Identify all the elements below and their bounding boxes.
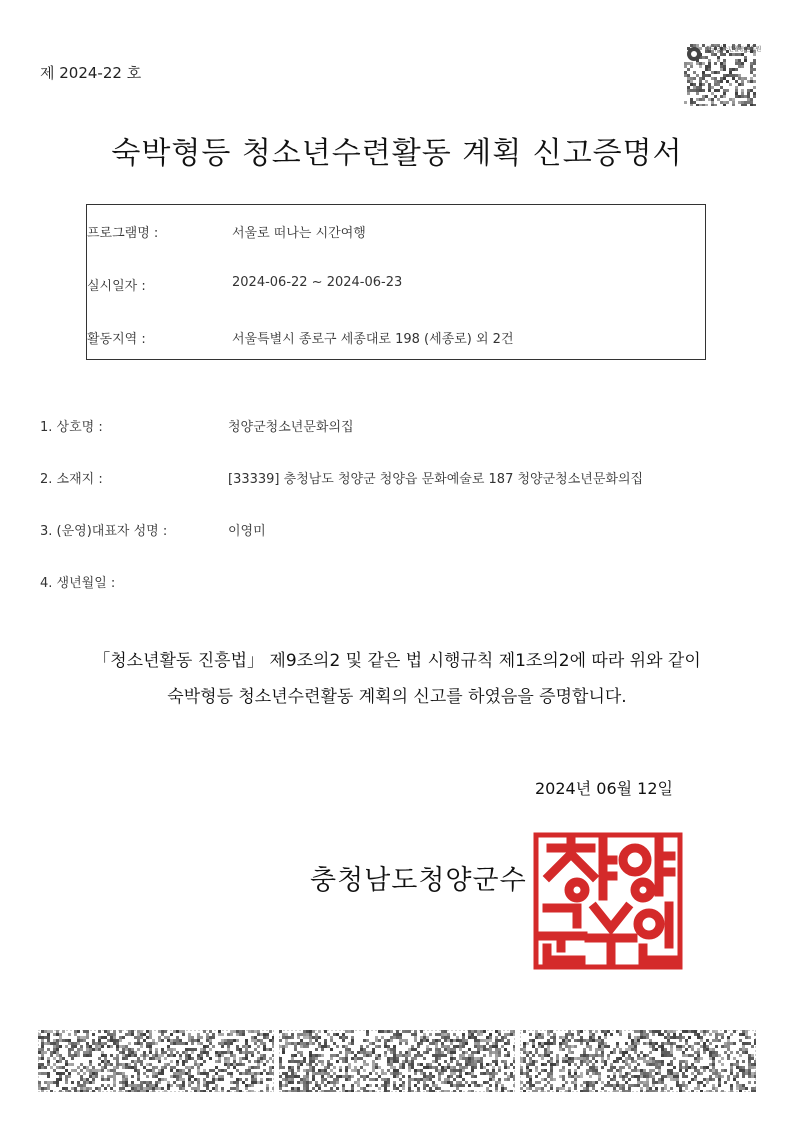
verification-strip-1 [38,1030,274,1092]
program-period-value: 2024-06-22 ~ 2024-06-23 [232,275,403,290]
issue-date: 2024년 06월 12일 [535,779,673,798]
qr-label: 한국청소년활동진흥원 [706,46,761,53]
applicant-birth-label: 4. 생년월일 : [40,576,116,591]
verification-strip-3 [520,1030,756,1092]
applicant-rep-label: 3. (운영)대표자 성명 : [40,524,168,539]
statement-line-1: 「청소년활동 진흥법」 제9조의2 및 같은 법 시행규칙 제1조의2에 따라 위와 같이 [93,651,701,671]
program-name-value: 서울로 떠나는 시간여행 [232,226,366,241]
page-title: 숙박형등 청소년수련활동 계획 신고증명서 [111,136,683,171]
applicant-name-label: 1. 상호명 : [40,420,103,435]
document-number: 제 2024-22 호 [40,64,142,82]
official-seal-icon [533,832,683,970]
applicant-address-value: [33339] 충청남도 청양군 청양읍 문화예술로 187 청양군청소년문화의집 [228,472,644,487]
program-name-label: 프로그램명 : [87,226,159,241]
applicant-name-value: 청양군청소년문화의집 [228,420,354,435]
program-region-label: 활동지역 : [87,332,146,347]
program-region-value: 서울특별시 종로구 세종대로 198 (세종로) 외 2건 [232,332,514,347]
applicant-address-label: 2. 소재지 : [40,472,103,487]
program-period-label: 실시일자 : [87,279,146,294]
qr-code-icon [684,44,756,106]
program-info-box [86,204,706,360]
statement-line-2: 숙박형등 청소년수련활동 계획의 신고를 하였음을 증명합니다. [167,687,627,707]
issuer-name: 충청남도청양군수 [310,865,527,896]
applicant-rep-value: 이영미 [228,524,266,539]
verification-strip-2 [279,1030,515,1092]
